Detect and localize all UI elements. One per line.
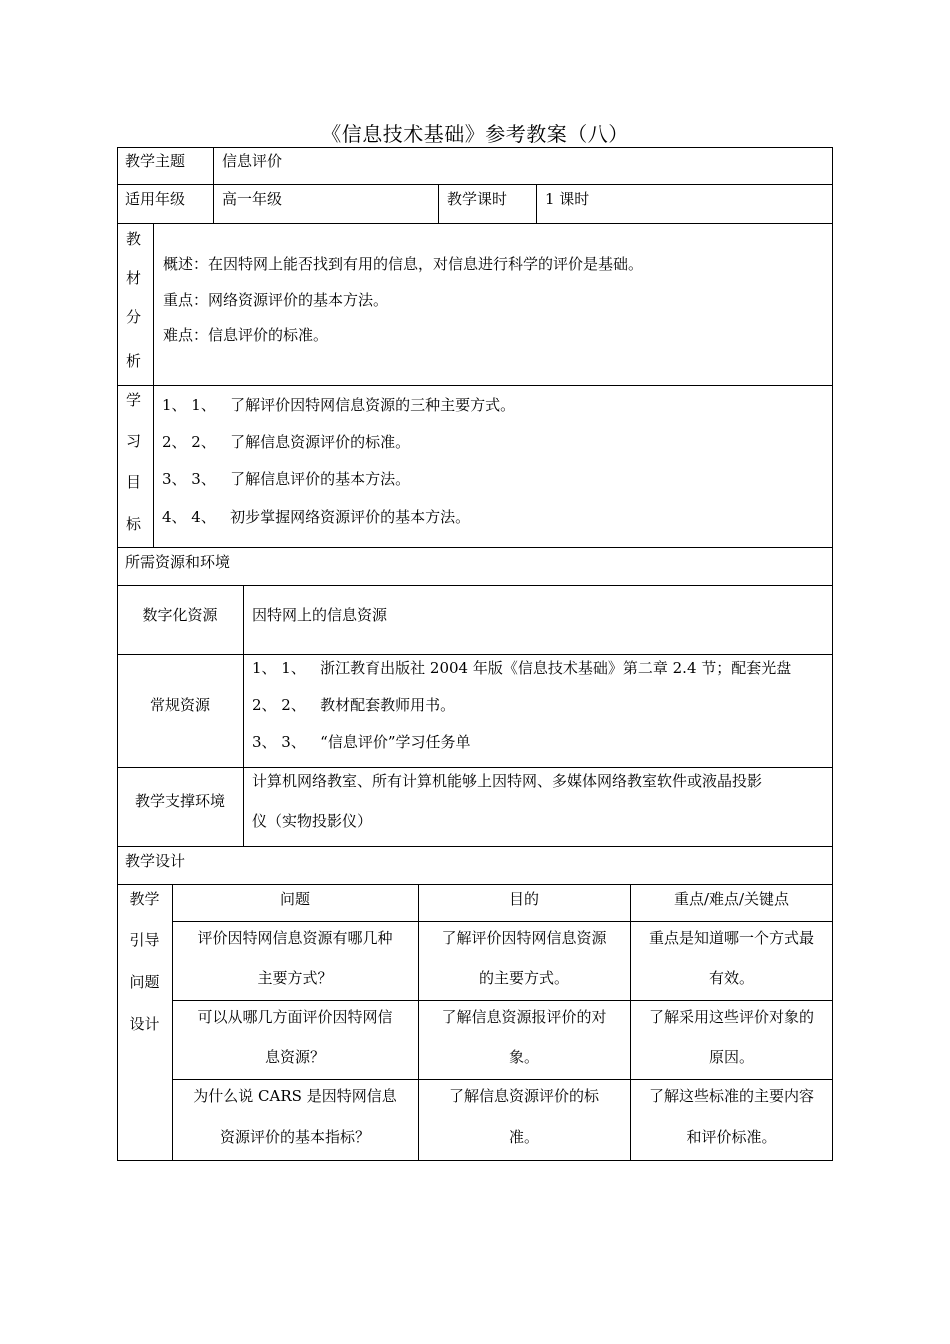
hours-value: 1 课时: [545, 190, 590, 208]
objective-item: 3、 3、 了解信息评价的基本方法。: [162, 470, 411, 488]
row-divider: [117, 223, 833, 224]
topic-value: 信息评价: [222, 152, 283, 170]
row-divider: [117, 547, 833, 548]
analysis-difficulty: 难点：信息评价的标准。: [163, 326, 329, 344]
hours-label: 教学课时: [447, 190, 508, 208]
regular-resources-label: 常规资源: [149, 696, 210, 714]
purpose-cell: 了解信息资源报评价的对: [441, 1008, 607, 1026]
row-divider: [117, 184, 833, 185]
support-environment-value: 仪（实物投影仪）: [252, 812, 373, 830]
analysis-label-char: 教: [126, 230, 142, 248]
keypoint-cell: 了解这些标准的主要内容: [648, 1087, 814, 1105]
question-cell: 资源评价的基本指标？: [219, 1128, 370, 1146]
row-divider: [117, 654, 833, 655]
objectives-label-char: 目: [126, 473, 142, 491]
row-divider: [172, 1079, 833, 1080]
question-cell: 可以从哪几方面评价因特网信: [197, 1008, 393, 1026]
design-side-label: 问题: [129, 973, 160, 991]
column-divider: [536, 184, 537, 223]
question-cell: 主要方式？: [257, 969, 333, 987]
keypoint-cell: 和评价标准。: [686, 1128, 777, 1146]
keypoint-cell: 原因。: [708, 1048, 754, 1066]
objective-item: 1、 1、 了解评价因特网信息资源的三种主要方式。: [162, 396, 516, 414]
support-environment-value: 计算机网络教室、所有计算机能够上因特网、多媒体网络教室软件或液晶投影: [252, 772, 763, 790]
keypoint-cell: 有效。: [708, 969, 754, 987]
regular-resource-item: 2、 2、 教材配套教师用书。: [252, 696, 456, 714]
row-divider: [117, 846, 833, 847]
purpose-cell: 象。: [508, 1048, 539, 1066]
support-environment-label: 教学支撑环境: [134, 792, 225, 810]
purpose-cell: 准。: [508, 1128, 539, 1146]
digital-resources-value: 因特网上的信息资源: [252, 606, 388, 624]
objective-item: 4、 4、 初步掌握网络资源评价的基本方法。: [162, 508, 471, 526]
row-divider: [172, 921, 833, 922]
digital-resources-label: 数字化资源: [142, 606, 218, 624]
column-divider: [153, 223, 154, 547]
column-divider: [213, 147, 214, 223]
column-divider: [243, 585, 244, 846]
analysis-key-point: 重点：网络资源评价的基本方法。: [163, 291, 389, 309]
analysis-label-char: 析: [126, 352, 142, 370]
row-divider: [117, 385, 833, 386]
grade-label: 适用年级: [125, 190, 186, 208]
analysis-label-char: 分: [126, 308, 142, 326]
grade-value: 高一年级: [222, 190, 283, 208]
document-title: 《信息技术基础》参考教案（八）: [321, 122, 629, 146]
design-side-label: 教学: [129, 890, 160, 908]
purpose-cell: 了解评价因特网信息资源: [441, 929, 607, 947]
analysis-overview: 概述：在因特网上能否找到有用的信息，对信息进行科学的评价是基础。: [163, 255, 644, 273]
row-divider: [117, 585, 833, 586]
row-divider: [172, 1000, 833, 1001]
objectives-label-char: 习: [126, 432, 142, 450]
regular-resource-item: 3、 3、 “信息评价”学习任务单: [252, 733, 471, 751]
keypoint-cell: 了解采用这些评价对象的: [648, 1008, 814, 1026]
question-cell: 息资源？: [264, 1048, 325, 1066]
question-cell: 为什么说 CARS 是因特网信息: [193, 1087, 397, 1105]
regular-resource-item: 1、 1、 浙江教育出版社 2004 年版《信息技术基础》第二章 2.4 节；配套光盘: [252, 659, 792, 677]
column-divider: [438, 184, 439, 223]
purpose-cell: 了解信息资源评价的标: [448, 1087, 599, 1105]
row-divider: [117, 884, 833, 885]
design-side-label: 引导: [129, 931, 160, 949]
column-header-keypoints: 重点/难点/关键点: [673, 890, 790, 908]
column-header-question: 问题: [279, 890, 310, 908]
objective-item: 2、 2、 了解信息资源评价的标准。: [162, 433, 411, 451]
resources-heading: 所需资源和环境: [125, 553, 231, 571]
objectives-label-char: 学: [126, 391, 142, 409]
objectives-label-char: 标: [126, 515, 142, 533]
question-cell: 评价因特网信息资源有哪几种: [197, 929, 393, 947]
keypoint-cell: 重点是知道哪一个方式最: [648, 929, 814, 947]
column-header-purpose: 目的: [508, 890, 539, 908]
analysis-label-char: 材: [126, 269, 142, 287]
design-heading: 教学设计: [125, 852, 186, 870]
row-divider: [117, 767, 833, 768]
design-side-label: 设计: [129, 1015, 160, 1033]
purpose-cell: 的主要方式。: [478, 969, 569, 987]
topic-label: 教学主题: [125, 152, 186, 170]
